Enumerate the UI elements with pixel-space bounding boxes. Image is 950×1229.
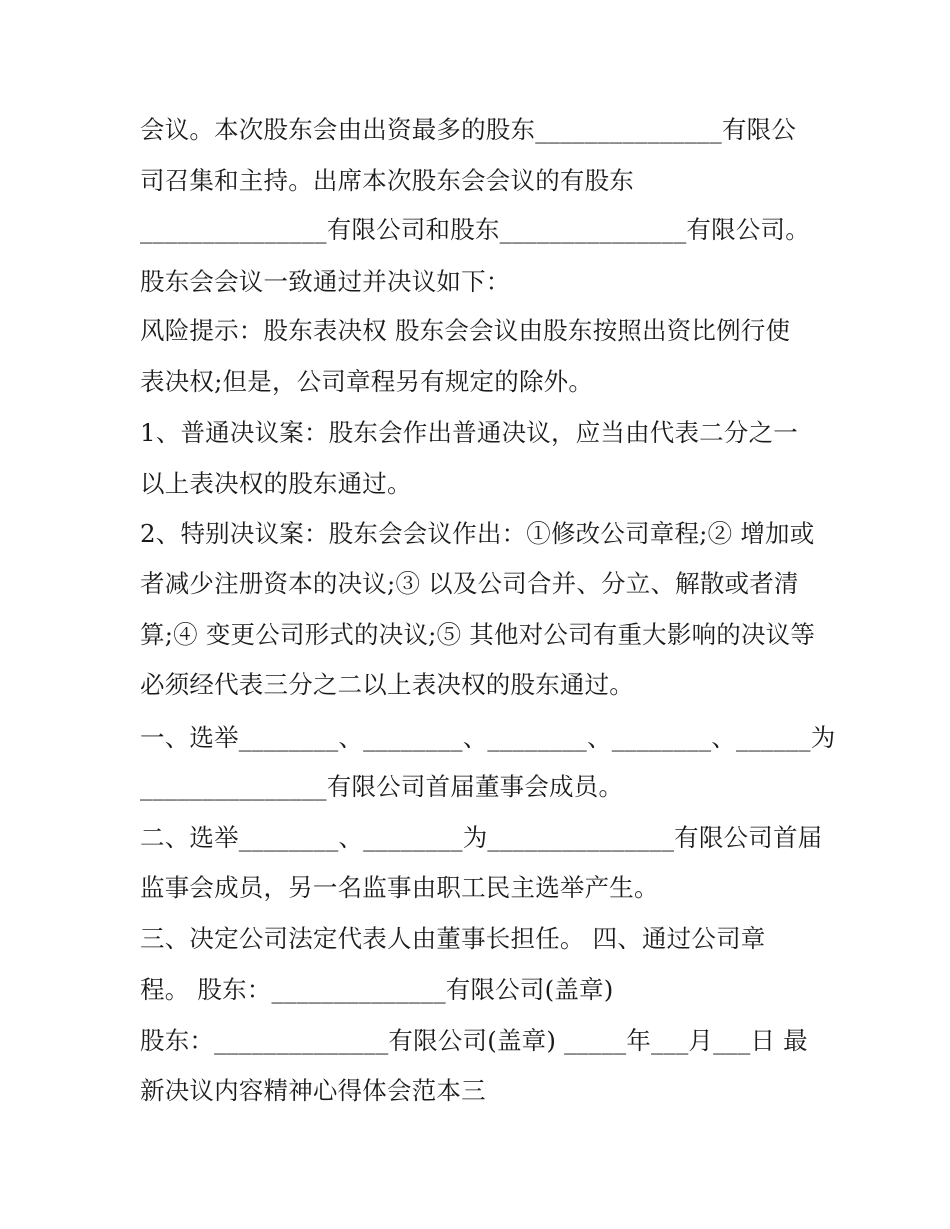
text-line: 算;④ 变更公司形式的决议;⑤ 其他对公司有重大影响的决议等 [140, 620, 816, 649]
text-line: 风险提示：股东表决权 股东会会议由股东按照出资比例行使 [140, 316, 791, 345]
text-line: 新决议内容精神心得体会范本三 [140, 1076, 486, 1105]
text-line: 2、特别决议案：股东会会议作出：①修改公司章程;② 增加或 [140, 519, 815, 548]
text-line: 必须经代表三分之二以上表决权的股东通过。 [140, 670, 634, 699]
text-line: 二、选举________、________为_______________有限公司首届 [140, 823, 823, 852]
text-line: 会议。本次股东会由出资最多的股东_______________有限公 [140, 115, 797, 144]
text-line: 司召集和主持。出席本次股东会会议的有股东 [140, 166, 634, 195]
text-line: 者减少注册资本的决议;③ 以及公司合并、分立、解散或者清 [140, 569, 799, 598]
text-line: 监事会成员，另一名监事由职工民主选举产生。 [140, 873, 659, 902]
text-line: 股东会会议一致通过并决议如下： [140, 267, 511, 296]
text-line: 程。 股东：______________有限公司(盖章) [140, 975, 614, 1004]
text-line: _______________有限公司和股东_______________有限公司。 [140, 215, 810, 244]
text-line: _______________有限公司首届董事会成员。 [140, 772, 624, 801]
text-line: 一、选举________、________、________、________、______为 [140, 723, 836, 752]
text-line: 表决权;但是，公司章程另有规定的除外。 [140, 367, 594, 396]
text-line: 股东：______________有限公司(盖章) _____年___月___日 最 [140, 1026, 808, 1055]
text-line: 1、普通决议案：股东会作出普通决议，应当由代表二分之一 [140, 418, 798, 447]
text-line: 三、决定公司法定代表人由董事长担任。 四、通过公司章 [140, 924, 766, 953]
text-line: 以上表决权的股东通过。 [140, 469, 412, 498]
